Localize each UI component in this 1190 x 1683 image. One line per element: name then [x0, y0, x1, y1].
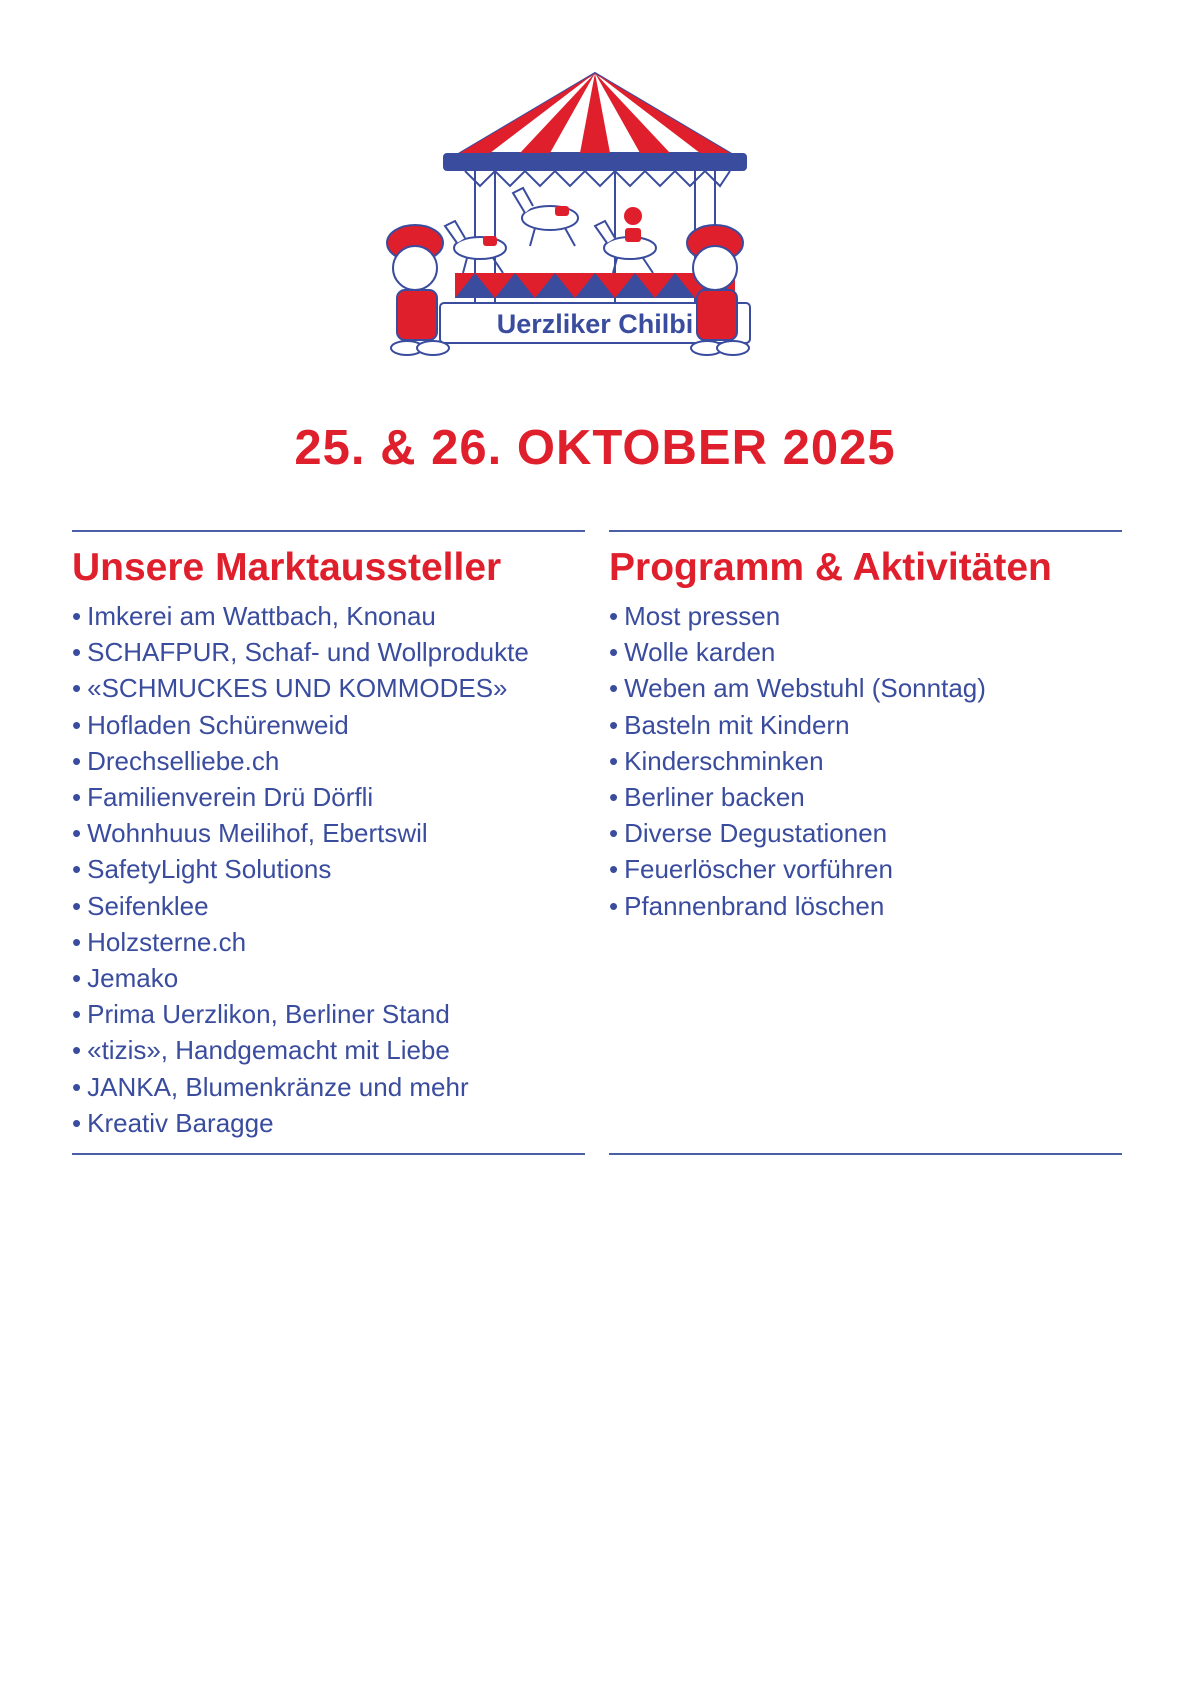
carousel-logo [0, 0, 1190, 400]
event-date: 25. & 26. OKTOBER 2025 [294, 421, 896, 475]
list-item: • Jemako [72, 960, 585, 996]
divider-bottom-left [72, 1153, 585, 1155]
list-item: • «SCHMUCKES UND KOMMODES» [72, 670, 585, 706]
list-item: • Feuerlöscher vorführen [609, 851, 1122, 887]
carousel-canopy [443, 73, 747, 186]
divider-bottom-right [609, 1153, 1122, 1155]
list-item: • Diverse Degustationen [609, 815, 1122, 851]
list-item: • Basteln mit Kindern [609, 707, 1122, 743]
program-heading: Programm & Aktivitäten [609, 546, 1052, 589]
list-item: • Wohnhuus Meilihof, Ebertswil [72, 815, 585, 851]
list-item: • SCHAFPUR, Schaf- und Wollprodukte [72, 634, 585, 670]
list-item: • Wolle karden [609, 634, 1122, 670]
divider-top-right [609, 530, 1122, 532]
list-item: • Kreativ Baragge [72, 1105, 585, 1141]
list-item: • Most pressen [609, 598, 1122, 634]
list-item: • Holzsterne.ch [72, 924, 585, 960]
list-item: • Seifenklee [72, 888, 585, 924]
program-list [609, 598, 1122, 924]
logo-text: Uerzliker Chilbi [496, 309, 694, 339]
list-item: • JANKA, Blumenkränze und mehr [72, 1069, 585, 1105]
list-item: • Weben am Webstuhl (Sonntag) [609, 670, 1122, 706]
exhibitors-heading: Unsere Marktaussteller [72, 546, 502, 589]
list-item: • SafetyLight Solutions [72, 851, 585, 887]
list-item: • Prima Uerzlikon, Berliner Stand [72, 996, 585, 1032]
list-item: • Imkerei am Wattbach, Knonau [72, 598, 585, 634]
list-item: • Berliner backen [609, 779, 1122, 815]
list-item: • Kinderschminken [609, 743, 1122, 779]
list-item: • Hofladen Schürenweid [72, 707, 585, 743]
list-item: • Pfannenbrand löschen [609, 888, 1122, 924]
list-item: • Drechselliebe.ch [72, 743, 585, 779]
exhibitors-list [72, 598, 585, 1141]
carousel-illustration-icon [385, 68, 805, 388]
program-section [609, 530, 1122, 924]
exhibitors-section [72, 530, 585, 1141]
divider-top-left [72, 530, 585, 532]
horse-icons [445, 188, 656, 273]
list-item: • «tizis», Handgemacht mit Liebe [72, 1032, 585, 1068]
list-item: • Familienverein Drü Dörfli [72, 779, 585, 815]
